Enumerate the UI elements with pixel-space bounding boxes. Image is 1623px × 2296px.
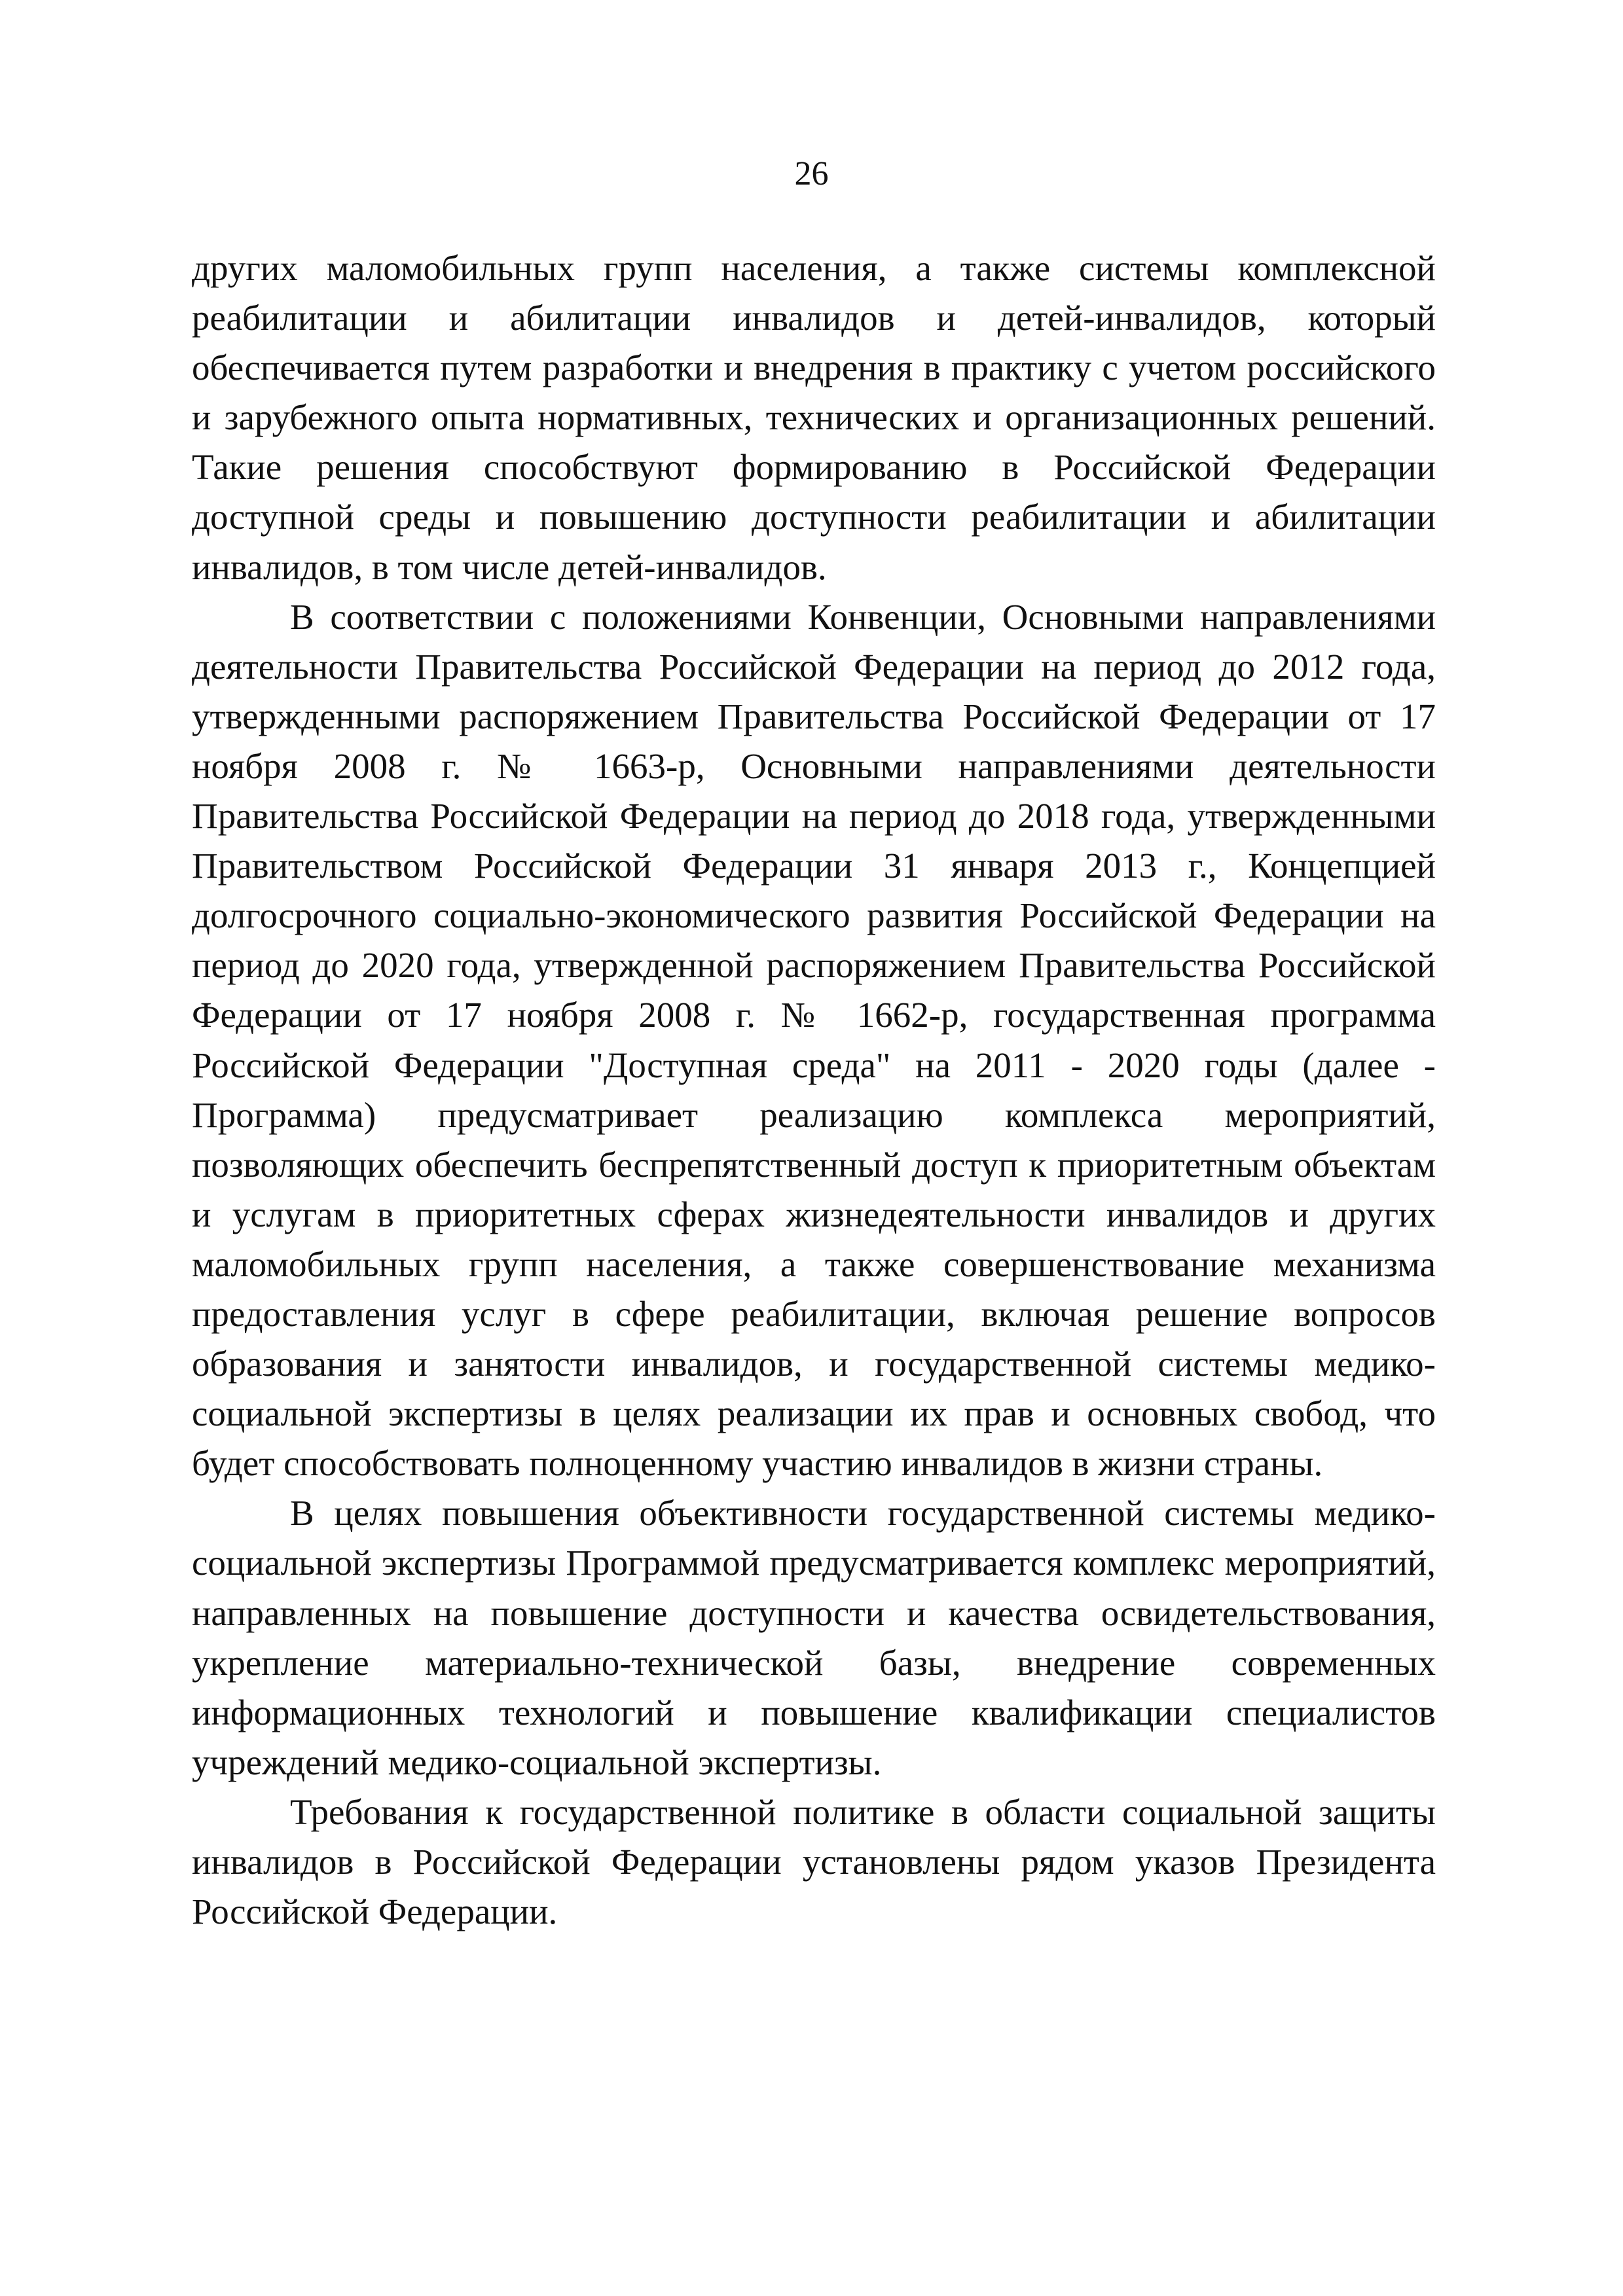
paragraph-expertise-measures: В целях повышения объективности государственной системы медико-социальной экспертизы Программой предусматривается комплекс мероприятий, направленных на повышение доступности и качества освидетельствования, укрепление материально-технической базы, внедрение современных информационных технологий и повышение квалификации специалистов учреждений медико-социальной экспертизы. <box>192 1493 1436 1782</box>
paragraph-continuation: других маломобильных групп населения, а также системы комплексной реабилитации и абилитации инвалидов и детей-инвалидов, который обеспечивается путем разработки и внедрения в практику с учетом российского и зарубежного опыта нормативных, технических и организационных решений. Такие решения способствуют формированию в Российской Федерации доступной среды и повышению доступности реабилитации и абилитации инвалидов, в том числе детей-инвалидов. <box>192 248 1436 587</box>
paragraph-program-overview: В соответствии с положениями Конвенции, Основными направлениями деятельности Правительства Российской Федерации на период до 2012 года, утвержденными распоряжением Правительства Российской Федерации от 17 ноября 2008 г. № 1663-р, Основными направлениями деятельности Правительства Российской Федерации на период до 2018 года, утвержденными Правительством Российской Федерации 31 января 2013 г., Концепцией долгосрочного социально-экономического развития Российской Федерации на период до 2020 года, утвержденной распоряжением Правительства Российской Федерации от 17 ноября 2008 г. № 1662-р, государственная программа Российской Федерации "Доступная среда" на 2011 - 2020 годы (далее - Программа) предусматривает реализацию комплекса мероприятий, позволяющих обеспечить беспрепятственный доступ к приоритетным объектам и услугам в приоритетных сферах жизнедеятельности инвалидов и других маломобильных групп населения, а также совершенствование механизма предоставления услуг в сфере реабилитации, включая решение вопросов образования и занятости инвалидов, и государственной системы медико-социальной экспертизы в целях реализации их прав и основных свобод, что будет способствовать полноценному участию инвалидов в жизни страны. <box>192 596 1436 1484</box>
paragraph-presidential-decrees: Требования к государственной политике в области социальной защиты инвалидов в Российской Федерации установлены рядом указов Президента Российской Федерации. <box>192 1791 1436 1932</box>
document-body <box>192 243 1436 1937</box>
page-number: 26 <box>794 155 829 192</box>
